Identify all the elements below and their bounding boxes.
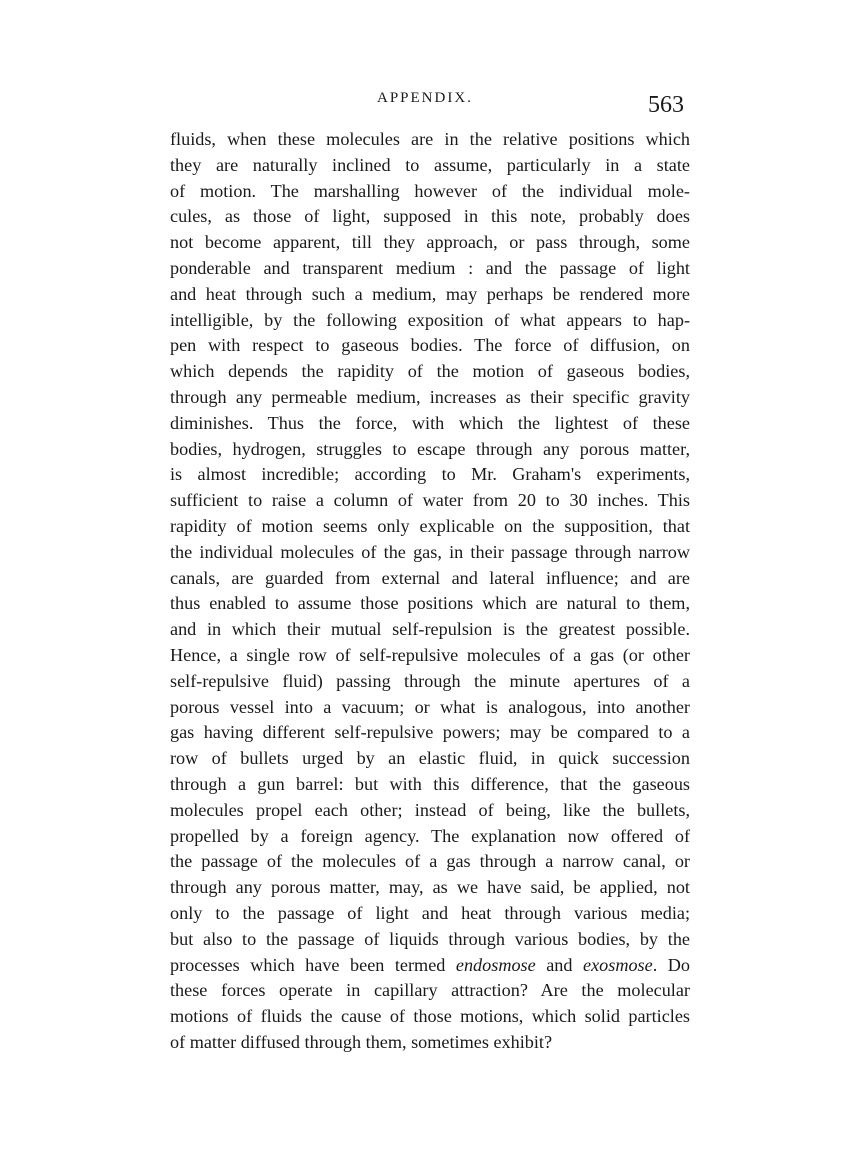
text-line: these forces operate in capillary attraction? Are the molecular xyxy=(170,980,690,1001)
text-line: of matter diffused through them, sometimes exhibit? xyxy=(170,1031,553,1052)
italic-term: exosmose xyxy=(583,954,653,975)
text-line: through any permeable medium, increases as their specific gravity xyxy=(170,386,690,407)
text-line: through any porous matter, may, as we have said, be applied, not xyxy=(170,877,690,898)
text-line: intelligible, by the following exposition of what appears to hap- xyxy=(170,309,690,330)
line-text: . Do xyxy=(652,954,690,975)
text-line: of motion. The marshalling however of the individual mole- xyxy=(170,180,690,201)
text-line: cules, as those of light, supposed in this note, probably does xyxy=(170,206,690,227)
text-line: but also to the passage of liquids through various bodies, by the xyxy=(170,928,690,949)
running-head: APPENDIX. xyxy=(377,90,473,106)
text-line: Hence, a single row of self-repulsive molecules of a gas (or other xyxy=(170,644,690,665)
text-line: through a gun barrel: but with this difference, that the gaseous xyxy=(170,773,690,794)
text-line: which depends the rapidity of the motion of gaseous bodies, xyxy=(170,361,690,382)
text-line: canals, are guarded from external and lateral influence; and are xyxy=(170,567,690,588)
text-line: propelled by a foreign agency. The explanation now offered of xyxy=(170,825,690,846)
page-number: 563 xyxy=(648,92,684,118)
text-line: the passage of the molecules of a gas through a narrow canal, or xyxy=(170,851,690,872)
text-line: gas having different self-repulsive powers; may be compared to a xyxy=(170,722,690,743)
text-line: bodies, hydrogen, struggles to escape through any porous matter, xyxy=(170,438,690,459)
text-line: is almost incredible; according to Mr. Graham's experiments, xyxy=(170,464,690,485)
text-line: self-repulsive fluid) passing through the minute apertures of a xyxy=(170,670,690,691)
text-line: only to the passage of light and heat through various media; xyxy=(170,902,690,923)
text-line: molecules propel each other; instead of being, like the bullets, xyxy=(170,799,690,820)
line-text: and xyxy=(535,954,583,975)
text-line: the individual molecules of the gas, in their passage through narrow xyxy=(170,541,690,562)
text-line: and in which their mutual self-repulsion is the greatest possible. xyxy=(170,619,690,640)
text-line: diminishes. Thus the force, with which the lightest of these xyxy=(170,412,690,433)
text-line: pen with respect to gaseous bodies. The force of diffusion, on xyxy=(170,335,690,356)
text-line: not become apparent, till they approach, or pass through, some xyxy=(170,232,690,253)
text-line-with-italics xyxy=(170,953,690,979)
text-line: row of bullets urged by an elastic fluid, in quick succession xyxy=(170,748,690,769)
text-line: ponderable and transparent medium : and the passage of light xyxy=(170,257,690,278)
text-line: fluids, when these molecules are in the relative positions which xyxy=(170,129,690,149)
text-line: sufficient to raise a column of water from 20 to 30 inches. This xyxy=(170,490,690,511)
body-paragraph xyxy=(170,127,690,1056)
text-line: rapidity of motion seems only explicable on the supposition, that xyxy=(170,515,690,536)
text-line: they are naturally inclined to assume, particularly in a state xyxy=(170,154,690,175)
text-line: motions of fluids the cause of those motions, which solid particles xyxy=(170,1006,690,1027)
italic-term: endosmose xyxy=(455,954,536,975)
line-text: processes which have been termed xyxy=(170,954,456,975)
text-line: thus enabled to assume those positions which are natural to them, xyxy=(170,593,690,614)
text-line: porous vessel into a vacuum; or what is analogous, into another xyxy=(170,696,690,717)
text-line: and heat through such a medium, may perhaps be rendered more xyxy=(170,283,690,304)
